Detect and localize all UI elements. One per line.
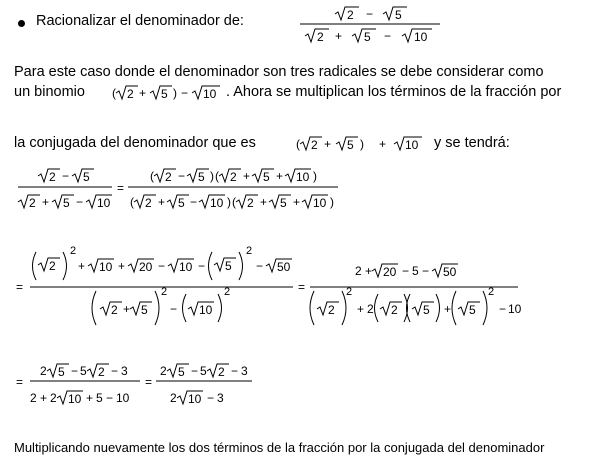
math-glyph: 10 — [313, 196, 327, 210]
math-glyph: − — [422, 264, 430, 278]
math-glyph: 5 — [200, 364, 207, 378]
math-glyph: 10 — [116, 391, 130, 405]
math-glyph: 5 — [225, 259, 232, 273]
math-glyph: 2 — [165, 170, 172, 184]
math-glyph: 50 — [443, 265, 457, 279]
radical — [394, 137, 422, 152]
math-glyph: ( — [150, 169, 154, 183]
math-glyph: − — [190, 195, 198, 209]
math-glyph: 2 — [391, 303, 398, 317]
math-glyph: 10 — [203, 87, 217, 101]
math-glyph: − — [191, 364, 199, 378]
equation-1 — [18, 169, 338, 210]
math-glyph: 2 — [170, 391, 177, 405]
inline-conjugate — [296, 137, 422, 152]
math-glyph: − — [231, 364, 239, 378]
math-glyph: 2 — [328, 303, 335, 317]
math-glyph: − — [106, 391, 114, 405]
math-glyph: 2 — [145, 196, 152, 210]
radical — [285, 169, 311, 184]
math-glyph: ) — [313, 169, 317, 183]
math-glyph: + — [260, 195, 268, 209]
math-glyph: 10 — [296, 170, 310, 184]
math-glyph: 10 — [97, 196, 111, 210]
math-glyph: ) — [210, 169, 214, 183]
math-stroke — [436, 294, 440, 322]
math-glyph: 10 — [179, 260, 193, 274]
math-glyph: 5 — [263, 170, 270, 184]
math-glyph: − — [256, 259, 264, 273]
intro-line-2b: . Ahora se multiplican los términos de la fracción por — [226, 84, 562, 100]
math-glyph: 3 — [121, 364, 128, 378]
math-glyph: ( — [130, 195, 134, 209]
math-glyph: 10 — [188, 392, 202, 406]
math-glyph: 2 — [488, 286, 495, 298]
radical — [302, 195, 328, 210]
math-glyph: − — [207, 391, 215, 405]
math-glyph: 2 — [50, 391, 57, 405]
math-glyph: 2 — [230, 170, 237, 184]
math-glyph: 2 — [160, 364, 167, 378]
radical — [219, 169, 241, 184]
intro-line-1: Para este caso donde el denominador son tres radicales se debe considerar como — [14, 64, 544, 80]
math-glyph: 2 — [367, 302, 374, 316]
radical — [18, 195, 40, 210]
radical — [352, 29, 376, 44]
equation-3 — [16, 364, 252, 406]
radical — [168, 259, 194, 274]
math-glyph: 2 — [311, 138, 318, 152]
task-statement: Racionalizar el denominador de: — [36, 13, 244, 29]
math-glyph: 10 — [405, 138, 419, 152]
equation-2 — [16, 245, 522, 325]
radical — [86, 195, 112, 210]
math-glyph: 2 + — [30, 391, 48, 405]
radical — [317, 302, 339, 317]
math-glyph: + — [444, 302, 452, 316]
radical — [154, 169, 176, 184]
radical — [167, 364, 189, 379]
math-glyph: ) — [173, 86, 177, 100]
math-glyph: + — [293, 195, 301, 209]
math-glyph: + — [158, 195, 166, 209]
radical — [38, 169, 60, 184]
radical — [383, 7, 407, 22]
radical — [192, 86, 220, 101]
math-glyph: ) — [330, 195, 334, 209]
math-glyph: 20 — [139, 260, 153, 274]
math-stroke — [63, 252, 67, 280]
math-glyph: 10 — [508, 302, 522, 316]
math-glyph: 2 — [111, 303, 118, 317]
math-stroke — [209, 252, 213, 280]
math-stroke — [218, 294, 222, 322]
math-glyph: 5 — [141, 303, 148, 317]
math-glyph: + — [86, 391, 94, 405]
math-glyph: 5 — [198, 170, 205, 184]
radical — [177, 391, 203, 406]
radical — [199, 195, 225, 210]
math-stroke — [92, 291, 96, 325]
math-glyph: 2 — [49, 170, 56, 184]
math-glyph: + — [335, 29, 343, 43]
math-glyph: 5 — [63, 196, 70, 210]
radical — [150, 86, 172, 101]
radical — [52, 195, 74, 210]
math-glyph: − — [158, 259, 166, 273]
radical — [187, 169, 209, 184]
math-glyph: 5 — [96, 391, 103, 405]
math-glyph: 2 + — [355, 264, 373, 278]
math-glyph: − — [178, 169, 186, 183]
math-stroke — [483, 291, 487, 325]
math-glyph: 5 — [161, 87, 168, 101]
radical — [100, 302, 122, 317]
math-glyph: − — [170, 302, 178, 316]
math-glyph: − — [181, 86, 189, 100]
radical — [214, 258, 236, 273]
radical — [47, 364, 69, 379]
math-glyph: 5 — [347, 138, 354, 152]
radical — [412, 302, 434, 317]
math-glyph: = — [117, 181, 125, 195]
math-glyph: 5 — [423, 303, 430, 317]
math-glyph: − — [366, 7, 374, 21]
math-glyph: 2 — [218, 365, 225, 379]
math-glyph: − — [76, 195, 84, 209]
math-glyph: 5 — [58, 365, 65, 379]
radical — [116, 86, 138, 101]
math-glyph: 10 — [414, 30, 428, 44]
math-glyph: + — [118, 259, 126, 273]
math-glyph: 10 — [210, 196, 224, 210]
math-glyph: ( — [112, 86, 116, 100]
math-glyph: + — [139, 86, 147, 100]
math-glyph: 5 — [280, 196, 287, 210]
math-glyph: 2 — [346, 286, 353, 298]
math-glyph: 2 — [70, 245, 77, 257]
math-glyph: 2 — [127, 87, 134, 101]
math-glyph: 20 — [383, 265, 397, 279]
math-glyph: + — [276, 169, 284, 183]
header-fraction — [300, 7, 440, 44]
radical — [336, 137, 358, 152]
math-glyph: 5 — [412, 264, 419, 278]
math-glyph: 5 — [83, 170, 90, 184]
math-glyph: 2 — [161, 286, 168, 298]
radical — [128, 259, 154, 274]
math-glyph: = — [298, 280, 306, 294]
math-glyph: = — [16, 280, 24, 294]
math-stroke — [33, 252, 37, 280]
math-glyph: − — [111, 364, 119, 378]
math-glyph: ) — [227, 195, 231, 209]
radical — [134, 195, 156, 210]
math-stroke — [375, 294, 379, 322]
math-glyph: − — [384, 29, 392, 43]
math-glyph: + — [357, 302, 365, 316]
radical — [207, 364, 229, 379]
math-glyph: 3 — [217, 391, 224, 405]
math-glyph: ( — [215, 169, 219, 183]
math-glyph: − — [402, 264, 410, 278]
math-glyph: = — [145, 375, 153, 389]
intro-line-2a: un binomio — [14, 84, 85, 100]
radical — [380, 302, 402, 317]
math-glyph: 5 — [80, 364, 87, 378]
math-stroke — [155, 291, 159, 325]
radical — [300, 137, 322, 152]
math-glyph: − — [198, 259, 206, 273]
radical — [252, 169, 274, 184]
math-glyph: ( — [296, 137, 300, 151]
inline-binomial — [112, 86, 220, 101]
radical — [72, 169, 94, 184]
math-glyph: 2 — [246, 245, 253, 257]
math-glyph: + — [78, 259, 86, 273]
math-glyph: 3 — [241, 364, 248, 378]
math-stroke — [452, 291, 456, 325]
radical — [305, 29, 329, 44]
math-glyph: 2 — [224, 286, 231, 298]
math-glyph: − — [71, 364, 79, 378]
math-stroke — [310, 291, 314, 325]
radical — [57, 391, 83, 406]
math-glyph: 2 — [49, 259, 56, 273]
radical — [38, 258, 60, 273]
radical — [87, 364, 109, 379]
math-glyph: + — [42, 195, 50, 209]
math-glyph: 2 — [347, 8, 354, 22]
math-glyph: 10 — [199, 303, 213, 317]
radical — [432, 264, 458, 279]
radical — [266, 259, 292, 274]
math-glyph: + — [379, 137, 387, 151]
math-glyph: + — [324, 137, 332, 151]
intro-line-3a: la conjugada del denominador que es — [14, 135, 256, 151]
radical — [458, 302, 480, 317]
radical — [372, 264, 398, 279]
math-glyph: + — [123, 302, 131, 316]
math-glyph: 2 — [40, 364, 47, 378]
math-glyph: 5 — [178, 365, 185, 379]
math-glyph: 50 — [277, 260, 291, 274]
math-glyph: 5 — [178, 196, 185, 210]
math-glyph: − — [499, 302, 507, 316]
math-glyph: 5 — [469, 303, 476, 317]
radical — [236, 195, 258, 210]
math-glyph: 2 — [317, 30, 324, 44]
math-glyph: 2 — [98, 365, 105, 379]
radical — [402, 29, 432, 44]
radical — [167, 195, 189, 210]
radical — [269, 195, 291, 210]
math-glyph: ( — [232, 195, 236, 209]
math-glyph: = — [16, 375, 24, 389]
math-glyph: ) — [360, 137, 364, 151]
math-glyph: + — [243, 169, 251, 183]
footer-text: Multiplicando nuevamente los dos términos de la fracción por la conjugada del denominador — [14, 440, 545, 455]
math-glyph: 2 — [247, 196, 254, 210]
math-glyph: 10 — [99, 260, 113, 274]
math-glyph: − — [62, 169, 70, 183]
math-glyph: 10 — [68, 392, 82, 406]
math-glyph: 5 — [364, 30, 371, 44]
math-stroke — [239, 252, 243, 280]
radical — [88, 259, 114, 274]
intro-line-3b: y se tendrá: — [434, 135, 510, 151]
math-glyph: 2 — [29, 196, 36, 210]
math-stroke — [183, 294, 187, 322]
radical — [335, 7, 359, 22]
math-glyph: 5 — [395, 8, 402, 22]
radical — [130, 302, 152, 317]
radical — [188, 302, 214, 317]
